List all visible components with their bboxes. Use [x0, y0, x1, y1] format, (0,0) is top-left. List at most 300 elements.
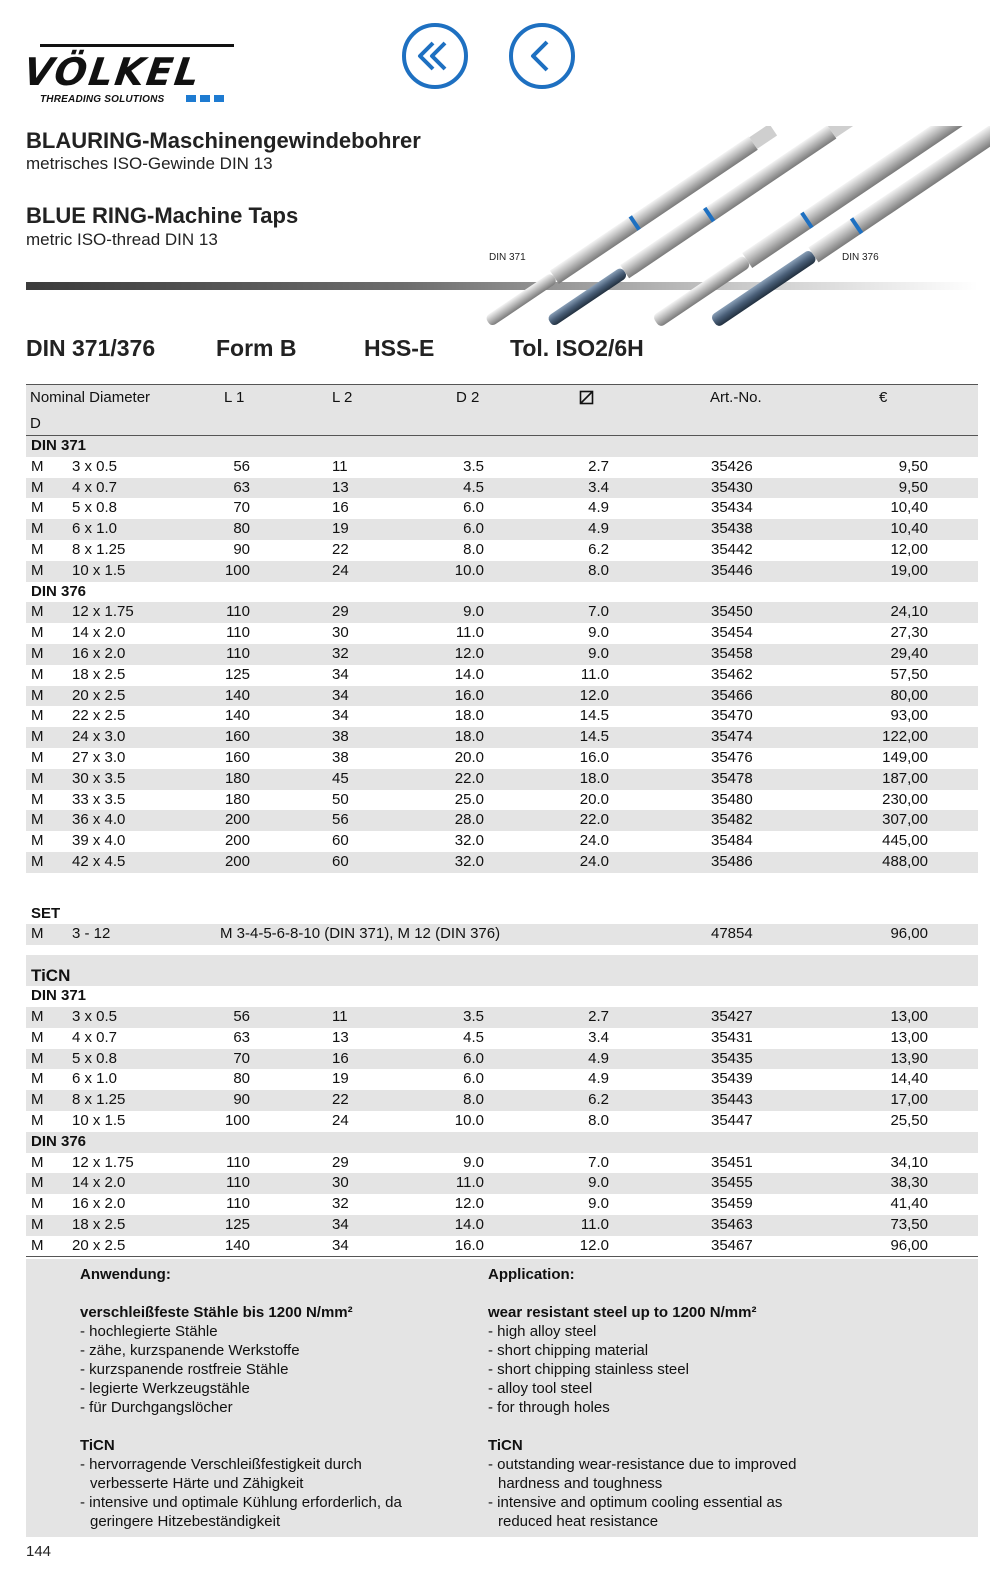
- cell-art-no: 47854: [711, 925, 753, 943]
- table-row: [26, 1007, 978, 1028]
- cell-diameter: 18 x 2.5: [72, 665, 126, 683]
- cell-price: 57,50: [890, 665, 928, 683]
- cell-d2: 3.5: [463, 1007, 484, 1025]
- cell-square: 8.0: [588, 561, 609, 579]
- cell-l2: 29: [332, 1153, 349, 1171]
- logo-squares: [186, 95, 224, 102]
- ticn-heading-de: TiCN: [80, 1437, 115, 1454]
- cell-square: 2.7: [588, 1007, 609, 1025]
- cell-square: 18.0: [579, 769, 609, 787]
- cell-price: 445,00: [882, 832, 928, 850]
- cell-d2: 6.0: [463, 1070, 484, 1088]
- table-section-row: [26, 436, 978, 457]
- cell-d2: 18.0: [454, 728, 484, 746]
- cell-art-no: 35435: [711, 1049, 753, 1067]
- cell-d2: 10.0: [454, 561, 484, 579]
- cell-d2: 9.0: [463, 1153, 484, 1171]
- cell-price: 41,40: [890, 1195, 928, 1213]
- cell-d2: 16.0: [454, 686, 484, 704]
- cell-price: 187,00: [882, 769, 928, 787]
- cell-price: 13,90: [890, 1049, 928, 1067]
- cell-square: 9.0: [588, 644, 609, 662]
- cell-art-no: 35427: [711, 1007, 753, 1025]
- cell-l1: 125: [224, 665, 250, 683]
- cell-price: 13,00: [890, 1007, 928, 1025]
- image-label-din371: DIN 371: [489, 252, 526, 263]
- cell-d2: 16.0: [454, 1236, 484, 1254]
- cell-square: 12.0: [579, 686, 609, 704]
- section-label: DIN 371: [31, 987, 87, 1005]
- spec-form: Form B: [216, 335, 297, 361]
- cell-l1: 56: [233, 457, 250, 475]
- cell-l2: 22: [332, 540, 349, 558]
- cell-thread-type: M: [31, 832, 44, 850]
- cell-price: 24,10: [890, 603, 928, 621]
- cell-l1: 140: [224, 707, 250, 725]
- cell-diameter: 12 x 1.75: [72, 603, 134, 621]
- cell-d2: 14.0: [454, 665, 484, 683]
- cell-diameter: 12 x 1.75: [72, 1153, 134, 1171]
- cell-diameter: 4 x 0.7: [72, 478, 118, 496]
- cell-l1: 90: [233, 1091, 250, 1109]
- cell-diameter: 10 x 1.5: [72, 561, 126, 579]
- cell-art-no: 35470: [711, 707, 753, 725]
- logo-rule: [40, 44, 234, 47]
- table-row: [26, 1069, 978, 1090]
- previous-page-button[interactable]: [509, 23, 575, 89]
- cell-thread-type: M: [31, 811, 44, 829]
- cell-d2: 11.0: [455, 1174, 484, 1192]
- cell-l1: 140: [224, 686, 250, 704]
- cell-square: 2.7: [588, 457, 609, 475]
- cell-d2: 18.0: [454, 707, 484, 725]
- cell-l2: 22: [332, 1091, 349, 1109]
- cell-l1: 110: [226, 1153, 250, 1171]
- cell-price: 14,40: [890, 1070, 928, 1088]
- cell-diameter: 3 x 0.5: [72, 1007, 118, 1025]
- ticn-line: geringere Hitzebeständigkeit: [90, 1513, 281, 1530]
- cell-d2: 20.0: [454, 748, 484, 766]
- ticn-line: reduced heat resistance: [498, 1513, 659, 1530]
- cell-price: 13,00: [890, 1028, 928, 1046]
- cell-l2: 34: [332, 1215, 349, 1233]
- cell-square: 12.0: [579, 1236, 609, 1254]
- cell-art-no: 35474: [711, 728, 753, 746]
- cell-art-no: 35446: [711, 561, 753, 579]
- cell-art-no: 35426: [711, 457, 753, 475]
- application-item: - kurzspanende rostfreie Stähle: [80, 1361, 289, 1378]
- cell-l2: 24: [332, 561, 349, 579]
- cell-diameter: 18 x 2.5: [72, 1215, 126, 1233]
- square-shank-icon: [579, 390, 594, 409]
- cell-diameter: 24 x 3.0: [72, 728, 126, 746]
- table-row: [26, 1173, 978, 1194]
- application-item: - zähe, kurzspanende Werkstoffe: [80, 1342, 300, 1359]
- cell-l1: 63: [233, 478, 250, 496]
- cell-thread-type: M: [31, 707, 44, 725]
- application-german: [80, 1265, 402, 1531]
- cell-d2: 6.0: [463, 499, 484, 517]
- cell-diameter: 8 x 1.25: [72, 540, 126, 558]
- application-item: - hochlegierte Stähle: [80, 1323, 218, 1340]
- cell-square: 9.0: [588, 1195, 609, 1213]
- cell-diameter: 14 x 2.0: [72, 1174, 126, 1192]
- cell-diameter: 36 x 4.0: [72, 811, 126, 829]
- cell-square: 14.5: [579, 728, 609, 746]
- cell-square: 24.0: [579, 852, 609, 870]
- application-item: - legierte Werkzeugstähle: [80, 1380, 250, 1397]
- cell-art-no: 35466: [711, 686, 753, 704]
- cell-thread-type: M: [31, 499, 44, 517]
- cell-price: 80,00: [890, 686, 928, 704]
- cell-d2: 8.0: [463, 1091, 484, 1109]
- cell-art-no: 35439: [711, 1070, 753, 1088]
- cell-price: 29,40: [890, 644, 928, 662]
- cell-diameter: 39 x 4.0: [72, 832, 126, 850]
- first-page-button[interactable]: [402, 23, 468, 89]
- table-row: [26, 519, 978, 540]
- cell-l1: 110: [226, 624, 250, 642]
- table-row: [26, 924, 978, 945]
- cell-art-no: 35442: [711, 540, 753, 558]
- cell-art-no: 35431: [711, 1028, 753, 1046]
- cell-thread-type: M: [31, 1236, 44, 1254]
- cell-art-no: 35443: [711, 1091, 753, 1109]
- cell-art-no: 35463: [711, 1215, 753, 1233]
- cell-art-no: 35454: [711, 624, 753, 642]
- cell-price: 96,00: [890, 1236, 928, 1254]
- cell-l2: 11: [332, 1007, 348, 1025]
- cell-l2: 34: [332, 1236, 349, 1254]
- table-row: [26, 810, 978, 831]
- cell-l2: 24: [332, 1111, 349, 1129]
- cell-thread-type: M: [31, 686, 44, 704]
- cell-square: 3.4: [588, 478, 609, 496]
- cell-price: 10,40: [890, 499, 928, 517]
- cell-art-no: 35459: [711, 1195, 753, 1213]
- cell-price: 25,50: [890, 1111, 928, 1129]
- application-item: - for through holes: [488, 1399, 610, 1416]
- header-l2: L 2: [332, 389, 353, 406]
- cell-l2: 29: [332, 603, 349, 621]
- cell-thread-type: M: [31, 1028, 44, 1046]
- cell-square: 11.0: [580, 665, 609, 683]
- table-header: [26, 384, 978, 436]
- cell-d2: 22.0: [454, 769, 484, 787]
- cell-price: 12,00: [890, 540, 928, 558]
- cell-l2: 34: [332, 707, 349, 725]
- cell-diameter: 10 x 1.5: [72, 1111, 126, 1129]
- cell-l2: 34: [332, 665, 349, 683]
- cell-diameter: 3 x 0.5: [72, 457, 118, 475]
- title-german: BLAURING-Maschinengewindebohrer: [26, 128, 421, 153]
- cell-diameter: 27 x 3.0: [72, 748, 126, 766]
- cell-thread-type: M: [31, 852, 44, 870]
- cell-art-no: 35455: [711, 1174, 753, 1192]
- header-diameter-symbol: D: [30, 415, 41, 432]
- cell-d2: 6.0: [463, 1049, 484, 1067]
- cell-thread-type: M: [31, 728, 44, 746]
- application-item: - für Durchgangslöcher: [80, 1399, 233, 1416]
- cell-l2: 60: [332, 852, 349, 870]
- application-item: - high alloy steel: [488, 1323, 597, 1340]
- cell-square: 6.2: [588, 1091, 609, 1109]
- cell-diameter: 8 x 1.25: [72, 1091, 126, 1109]
- cell-d2: 12.0: [454, 1195, 484, 1213]
- ticn-line: hardness and toughness: [498, 1475, 663, 1492]
- cell-l1: 110: [226, 1174, 250, 1192]
- brand-tagline: THREADING SOLUTIONS: [40, 94, 165, 105]
- subtitle-german: metrisches ISO-Gewinde DIN 13: [26, 154, 273, 173]
- cell-art-no: 35486: [711, 852, 753, 870]
- cell-d2: 4.5: [463, 1028, 484, 1046]
- table-section-row: [26, 904, 978, 925]
- cell-d2: 12.0: [454, 644, 484, 662]
- cell-thread-type: M: [31, 1111, 44, 1129]
- cell-price: 73,50: [890, 1215, 928, 1233]
- table-section-row: [26, 1132, 978, 1153]
- brand-name: VÖLKEL: [20, 50, 204, 94]
- cell-l1: 140: [224, 1236, 250, 1254]
- subtitle-english: metric ISO-thread DIN 13: [26, 230, 218, 249]
- cell-l2: 50: [332, 790, 349, 808]
- cell-price: 230,00: [882, 790, 928, 808]
- cell-diameter: 4 x 0.7: [72, 1028, 118, 1046]
- cell-d2: 32.0: [454, 852, 484, 870]
- page-number: 144: [26, 1543, 52, 1560]
- cell-thread-type: M: [31, 1070, 44, 1088]
- cell-l1: 110: [226, 603, 250, 621]
- application-item: - short chipping stainless steel: [488, 1361, 689, 1378]
- header-art-no: Art.-No.: [710, 389, 762, 406]
- table-row: [26, 686, 978, 707]
- cell-l1: 200: [224, 811, 250, 829]
- cell-art-no: 35476: [711, 748, 753, 766]
- cell-thread-type: M: [31, 603, 44, 621]
- cell-l1: 90: [233, 540, 250, 558]
- table-section-row: [26, 955, 978, 986]
- spec-material: HSS-E: [364, 335, 435, 361]
- cell-thread-type: M: [31, 1153, 44, 1171]
- cell-square: 9.0: [588, 624, 609, 642]
- cell-d2: 4.5: [463, 478, 484, 496]
- cell-diameter: 20 x 2.5: [72, 1236, 126, 1254]
- cell-thread-type: M: [31, 540, 44, 558]
- cell-d2: 8.0: [463, 540, 484, 558]
- table-row: [26, 945, 978, 955]
- cell-l2: 38: [332, 748, 349, 766]
- cell-price: 96,00: [890, 925, 928, 943]
- cell-l1: 70: [233, 499, 250, 517]
- cell-l1: 100: [224, 1111, 250, 1129]
- cell-l1: 80: [233, 520, 250, 538]
- cell-art-no: 35450: [711, 603, 753, 621]
- cell-thread-type: M: [31, 520, 44, 538]
- table-row: [26, 1236, 978, 1257]
- cell-l2: 16: [332, 1049, 349, 1067]
- cell-thread-type: M: [31, 790, 44, 808]
- cell-d2: 14.0: [454, 1215, 484, 1233]
- application-box: [26, 1259, 978, 1537]
- title-english: BLUE RING-Machine Taps: [26, 203, 299, 228]
- header-d2: D 2: [456, 389, 480, 406]
- cell-thread-type: M: [31, 1195, 44, 1213]
- ticn-line: - hervorragende Verschleißfestigkeit durch: [80, 1456, 362, 1473]
- cell-l2: 30: [332, 624, 349, 642]
- cell-diameter: 5 x 0.8: [72, 499, 118, 517]
- header-diameter: Nominal Diameter: [30, 389, 151, 406]
- section-label: DIN 376: [31, 1132, 87, 1150]
- application-item: - alloy tool steel: [488, 1380, 593, 1397]
- cell-price: 93,00: [890, 707, 928, 725]
- cell-square: 4.9: [588, 1049, 609, 1067]
- cell-thread-type: M: [31, 1215, 44, 1233]
- cell-l2: 56: [332, 811, 349, 829]
- cell-square: 20.0: [579, 790, 609, 808]
- ticn-line: verbesserte Härte und Zähigkeit: [90, 1475, 304, 1492]
- cell-art-no: 35430: [711, 478, 753, 496]
- section-label: TiCN: [31, 966, 71, 986]
- table-row: [26, 748, 978, 769]
- cell-l2: 32: [332, 644, 349, 662]
- cell-square: 7.0: [588, 1153, 609, 1171]
- table-row: [26, 665, 978, 686]
- cell-l2: 38: [332, 728, 349, 746]
- ticn-line: - outstanding wear-resistance due to improved: [488, 1456, 797, 1473]
- cell-l1: 100: [224, 561, 250, 579]
- cell-price: 17,00: [890, 1091, 928, 1109]
- cell-thread-type: M: [31, 561, 44, 579]
- section-label: DIN 371: [31, 437, 87, 454]
- cell-thread-type: M: [31, 624, 44, 642]
- cell-art-no: 35458: [711, 644, 753, 662]
- cell-l1: 160: [224, 748, 250, 766]
- table-row: [26, 852, 978, 873]
- application-heading-en: Application:: [488, 1266, 575, 1283]
- cell-l2: 45: [332, 769, 349, 787]
- cell-square: 14.5: [579, 707, 609, 725]
- section-label: SET: [31, 904, 61, 922]
- cell-d2: 9.0: [463, 603, 484, 621]
- cell-square: 4.9: [588, 499, 609, 517]
- table-row: [26, 706, 978, 727]
- cell-l2: 19: [332, 1070, 349, 1088]
- cell-diameter: 5 x 0.8: [72, 1049, 118, 1067]
- table-row: [26, 894, 978, 904]
- cell-art-no: 35451: [711, 1153, 753, 1171]
- cell-l1: 110: [226, 1195, 250, 1213]
- section-label: DIN 376: [31, 582, 87, 600]
- cell-l1: 80: [233, 1070, 250, 1088]
- cell-l2: 13: [332, 1028, 349, 1046]
- table-row: [26, 561, 978, 582]
- cell-l2: 60: [332, 832, 349, 850]
- table-row: [26, 540, 978, 561]
- table-row: [26, 769, 978, 790]
- cell-square: 4.9: [588, 520, 609, 538]
- cell-l1: 200: [224, 832, 250, 850]
- table-row: [26, 602, 978, 623]
- cell-price: 122,00: [882, 728, 928, 746]
- table-row: [26, 727, 978, 748]
- table-row: [26, 457, 978, 478]
- cell-square: 6.2: [588, 540, 609, 558]
- cell-thread-type: M: [31, 748, 44, 766]
- cell-diameter: 33 x 3.5: [72, 790, 126, 808]
- cell-square: 22.0: [579, 811, 609, 829]
- cell-d2: 11.0: [455, 624, 484, 642]
- cell-thread-type: M: [31, 457, 44, 475]
- cell-price: 34,10: [890, 1153, 928, 1171]
- cell-l2: 13: [332, 478, 349, 496]
- header-l1: L 1: [224, 389, 245, 406]
- cell-l1: 180: [224, 769, 250, 787]
- cell-diameter: 20 x 2.5: [72, 686, 126, 704]
- cell-d2: 32.0: [454, 832, 484, 850]
- cell-l1: 63: [233, 1028, 250, 1046]
- product-table: [26, 384, 978, 1257]
- cell-l1: 125: [224, 1215, 250, 1233]
- cell-art-no: 35438: [711, 520, 753, 538]
- application-subheading-en: wear resistant steel up to 1200 N/mm²: [488, 1304, 757, 1321]
- table-row: [26, 478, 978, 499]
- ticn-heading-en: TiCN: [488, 1437, 523, 1454]
- cell-square: 16.0: [579, 748, 609, 766]
- cell-art-no: 35447: [711, 1111, 753, 1129]
- cell-art-no: 35482: [711, 811, 753, 829]
- table-row: [26, 1111, 978, 1132]
- application-english: [488, 1265, 797, 1531]
- application-item: - short chipping material: [488, 1342, 649, 1359]
- cell-diameter: 3 - 12: [72, 925, 111, 943]
- table-body: [26, 436, 978, 1256]
- cell-price: 149,00: [882, 748, 928, 766]
- cell-price: 9,50: [898, 478, 928, 496]
- cell-diameter: 6 x 1.0: [72, 520, 118, 538]
- cell-thread-type: M: [31, 644, 44, 662]
- cell-d2: 3.5: [463, 457, 484, 475]
- cell-thread-type: M: [31, 1049, 44, 1067]
- cell-set-description: M 3-4-5-6-8-10 (DIN 371), M 12 (DIN 376): [220, 925, 501, 943]
- cell-diameter: 16 x 2.0: [72, 1195, 126, 1213]
- table-section-row: [26, 582, 978, 603]
- cell-d2: 25.0: [454, 790, 484, 808]
- cell-d2: 10.0: [454, 1111, 484, 1129]
- application-subheading-de: verschleißfeste Stähle bis 1200 N/mm²: [80, 1304, 353, 1321]
- cell-price: 10,40: [890, 520, 928, 538]
- cell-price: 307,00: [882, 811, 928, 829]
- cell-square: 3.4: [588, 1028, 609, 1046]
- table-bottom-rule: [26, 1256, 978, 1257]
- ticn-line: - intensive and optimum cooling essential as: [488, 1494, 783, 1511]
- table-row: [26, 831, 978, 852]
- table-row: [26, 1153, 978, 1174]
- cell-diameter: 22 x 2.5: [72, 707, 126, 725]
- cell-l2: 34: [332, 686, 349, 704]
- cell-thread-type: M: [31, 925, 44, 943]
- cell-price: 9,50: [898, 457, 928, 475]
- cell-l2: 30: [332, 1174, 349, 1192]
- header-price: €: [879, 389, 888, 406]
- cell-thread-type: M: [31, 478, 44, 496]
- cell-price: 19,00: [890, 561, 928, 579]
- cell-square: 24.0: [579, 832, 609, 850]
- cell-art-no: 35467: [711, 1236, 753, 1254]
- ticn-line: - intensive und optimale Kühlung erforderlich, da: [80, 1494, 402, 1511]
- table-row: [26, 1194, 978, 1215]
- table-row: [26, 1028, 978, 1049]
- cell-thread-type: M: [31, 1174, 44, 1192]
